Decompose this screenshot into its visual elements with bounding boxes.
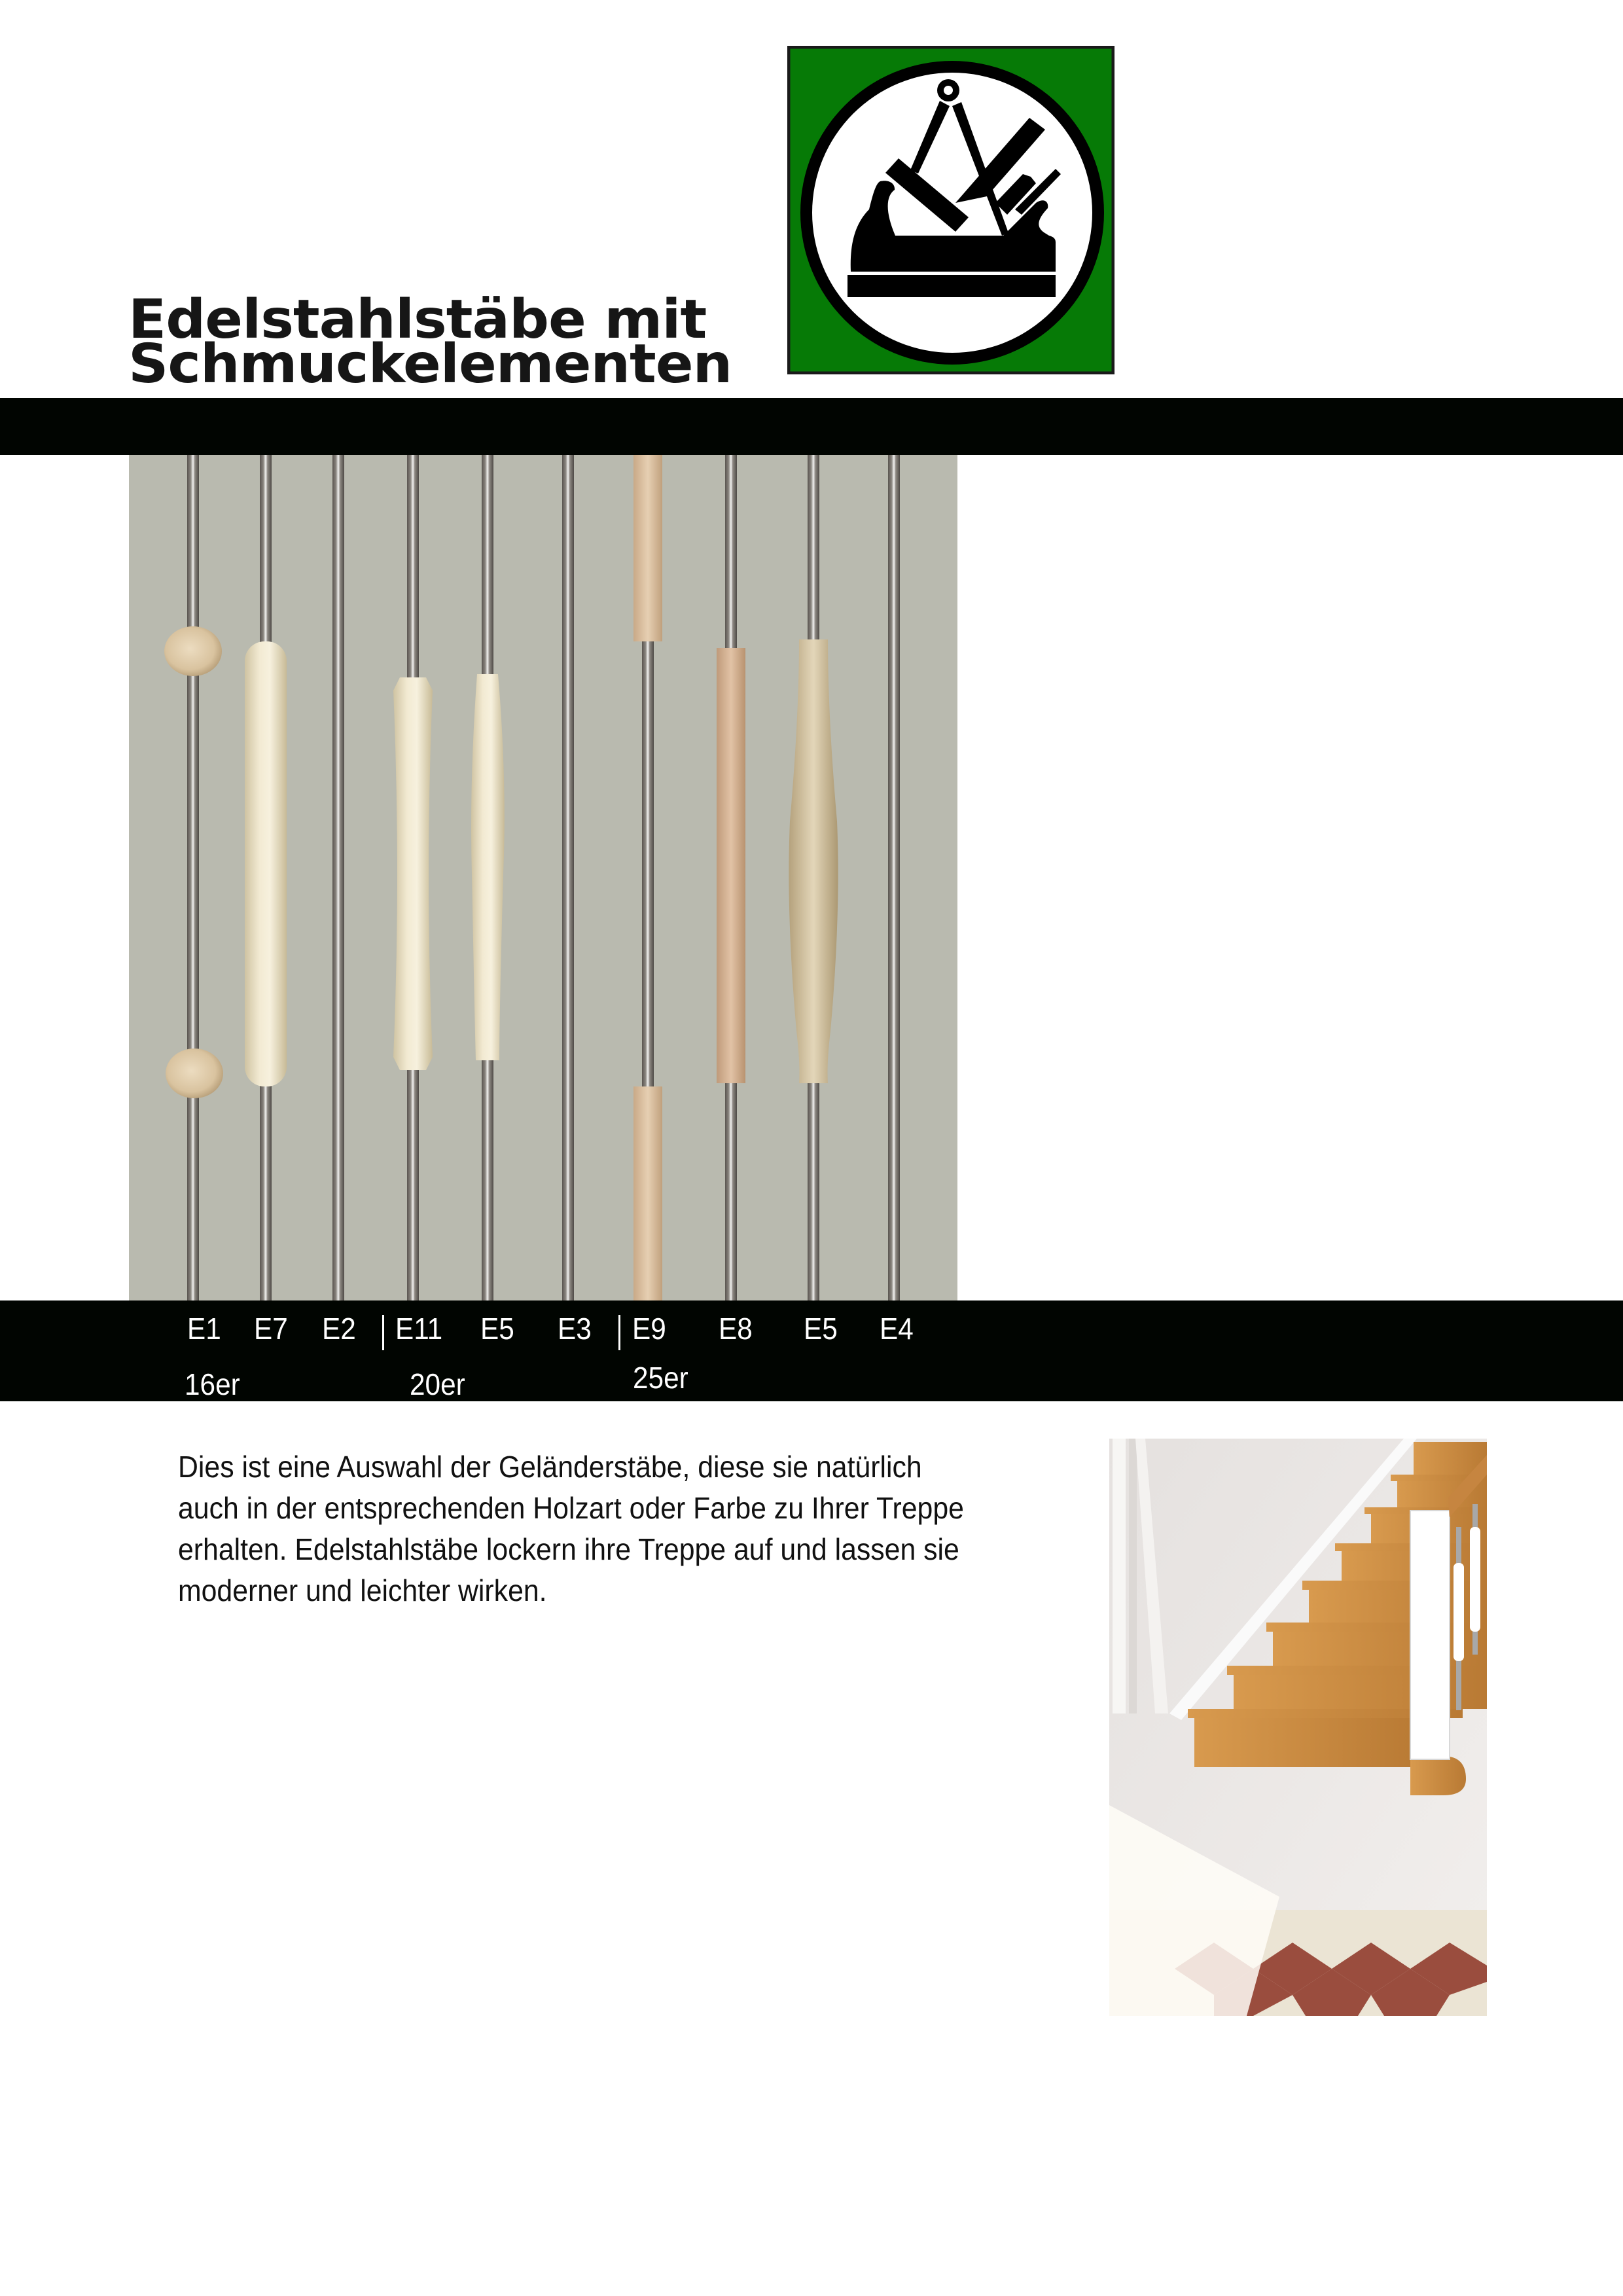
group-divider-20-25 [618,1315,620,1350]
steel-rod [187,455,199,1300]
rod-code-label: E1 [187,1312,221,1346]
label-band [0,1300,1623,1401]
header-band [0,398,1623,455]
rod-code-label: E4 [880,1312,914,1346]
title-line-1: Edelstahlstäbe mit [128,289,707,351]
stairs-photo [1109,1439,1487,2016]
title-line-2: Schmuckelementen [128,333,732,395]
wood-cylinder [245,641,287,1086]
carpenter-guild-icon [787,46,1115,374]
steel-rod [888,455,900,1300]
group-label-25er: 25er [633,1361,688,1395]
rod-code-label: E3 [558,1312,592,1346]
group-label-16er: 16er [185,1367,240,1401]
steel-rod [562,455,574,1300]
rod-code-label: E2 [322,1312,356,1346]
group-divider-16-20 [382,1315,384,1350]
rod-code-label: E5 [804,1312,838,1346]
description-line: auch in der entsprechenden Holzart oder Farbe zu Ihrer Treppe [178,1491,964,1525]
steel-rod [332,455,344,1300]
rod-code-label: E5 [480,1312,514,1346]
page-title [128,289,732,395]
description-line: Dies ist eine Auswahl der Geländerstäbe, diese sie natürlich [178,1450,922,1484]
wood-cylinder [717,648,745,1083]
description-text [178,1446,1043,1611]
wood-ball [166,1049,223,1098]
wood-sleeve [633,1086,662,1300]
rod-code-label: E9 [632,1312,666,1346]
wood-sleeve [633,455,662,641]
rod-code-label: E11 [395,1312,443,1346]
rod-code-label: E7 [254,1312,288,1346]
description-line: moderner und leichter wirken. [178,1573,547,1607]
rods-photo [129,455,957,1300]
description-line: erhalten. Edelstahlstäbe lockern ihre Treppe auf und lassen sie [178,1532,959,1566]
wood-ball [164,626,222,676]
group-label-20er: 20er [410,1367,465,1401]
wood-tapered-element [471,674,505,1060]
rod-code-label: E8 [719,1312,753,1346]
wood-waisted-element [393,677,433,1070]
